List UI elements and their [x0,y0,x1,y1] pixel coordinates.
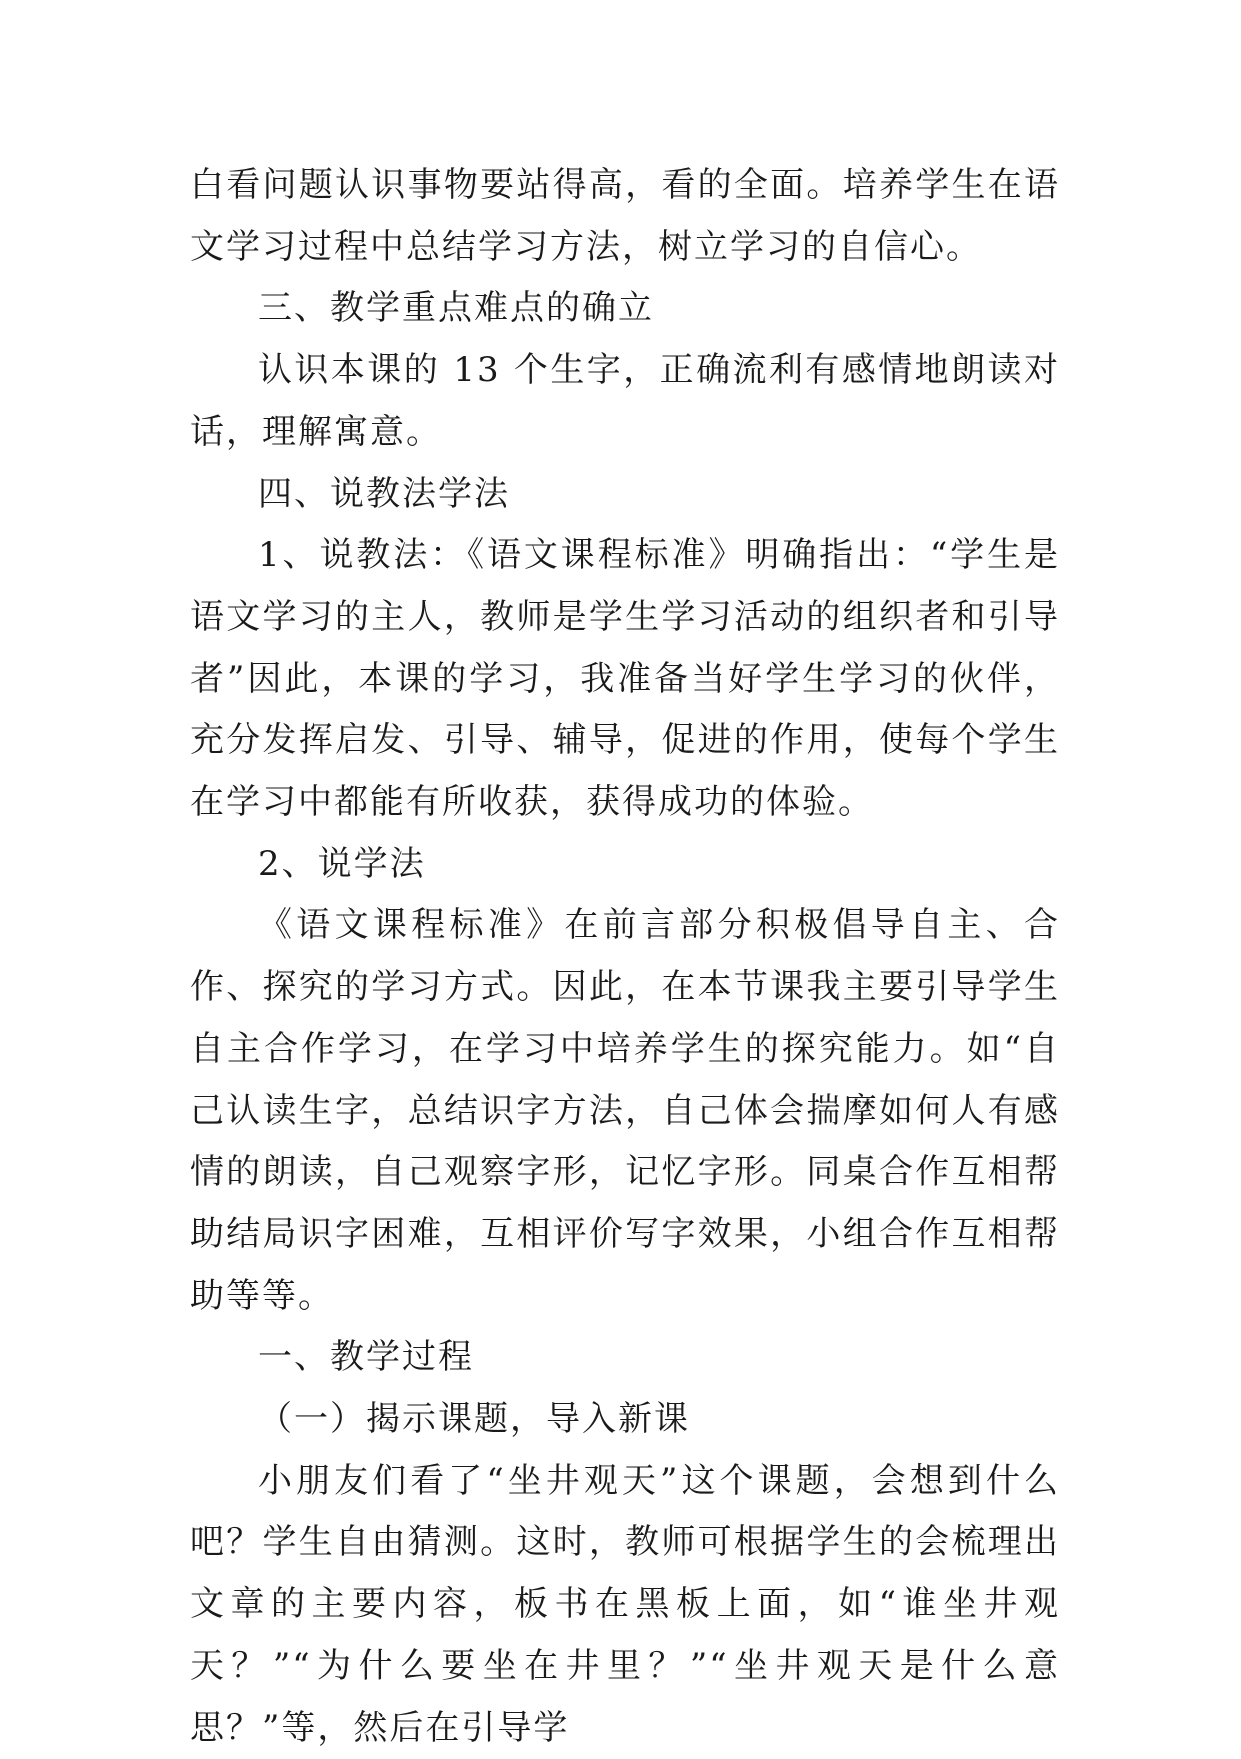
heading-teaching-process: 一、教学过程 [258,1337,474,1378]
paragraph-learning-method: 《语文课程标准》在前言部分积极倡导自主、合作、探究的学习方式。因此，在本节课我主要引导学生自主合作学习，在学习中培养学生的探究能力。如“自己认读生字，总结识字方法，自己体会揣摩如何人有感情的朗读，自己观察字形，记忆字形。同桌合作互相帮助结局识字困难，互相评价写字效果，小组合作互相帮助等等。 [190,905,1060,1316]
paragraph-teaching-focus: 认识本课的 13 个生字，正确流利有感情地朗读对话，理解寓意。 [190,350,1060,452]
paragraph-continuation: 白看问题认识事物要站得高，看的全面。培养学生在语文学习过程中总结学习方法，树立学习的自信心。 [190,165,1060,267]
paragraph-teaching-method: 1、说教法：《语文课程标准》明确指出：“学生是语文学习的主人，教师是学生学习活动的组织者和引导者”因此，本课的学习，我准备当好学生学习的伙伴，充分发挥启发、引导、辅导，促进的作用，使每个学生在学习中都能有所收获，获得成功的体验。 [190,535,1060,823]
subheading-introduce-topic: （一）揭示课题，导入新课 [258,1399,690,1440]
heading-teaching-focus: 三、教学重点难点的确立 [258,288,654,329]
heading-learning-method: 2、说学法 [258,843,426,884]
document-body [190,155,1060,1759]
paragraph-introduce-topic: 小朋友们看了“坐井观天”这个课题，会想到什么吧？学生自由猜测。这时，教师可根据学生的会梳理出文章的主要内容，板书在黑板上面，如“谁坐井观天？”“为什么要坐在井里？”“坐井观天是什么意思？”等，然后在引导学 [190,1460,1060,1748]
heading-methods: 四、说教法学法 [258,473,510,514]
